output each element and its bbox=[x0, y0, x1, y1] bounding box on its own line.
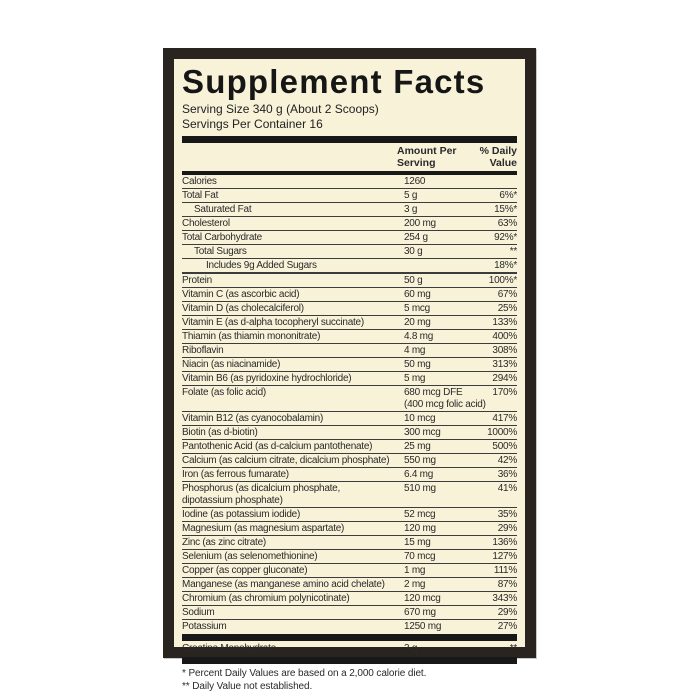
nutrient-name: Zinc (as zinc citrate) bbox=[182, 536, 266, 548]
nutrient-name: Iodine (as potassium iodide) bbox=[182, 508, 301, 520]
nutrient-name: Vitamin B12 (as cyanocobalamin) bbox=[182, 412, 324, 424]
table-row bbox=[182, 549, 517, 563]
daily-value: 111% bbox=[493, 564, 517, 576]
amount-per-serving: 1260 bbox=[404, 175, 426, 187]
daily-value: 29% bbox=[497, 522, 517, 534]
amount-per-serving: 3 g bbox=[404, 642, 418, 654]
table-row bbox=[182, 357, 517, 371]
table-row bbox=[182, 453, 517, 467]
table-row bbox=[182, 301, 517, 315]
nutrient-name: Phosphorus (as dicalcium phosphate, dipotassium phosphate) bbox=[182, 483, 404, 507]
facts-table bbox=[182, 175, 517, 633]
daily-value: 29% bbox=[497, 606, 517, 618]
column-header-row bbox=[182, 143, 517, 171]
creatine-table bbox=[182, 641, 517, 656]
nutrient-name: Chromium (as chromium polynicotinate) bbox=[182, 592, 350, 604]
divider-thick-top bbox=[182, 136, 517, 143]
daily-value: 42% bbox=[497, 454, 517, 466]
amount-per-serving: 50 g bbox=[404, 274, 423, 286]
amount-per-serving: 510 mg bbox=[404, 482, 436, 494]
amount-per-serving: 1 mg bbox=[404, 564, 426, 576]
nutrient-name: Biotin (as d-biotin) bbox=[182, 426, 258, 438]
table-row bbox=[182, 230, 517, 244]
amount-per-serving: 3 g bbox=[404, 203, 418, 215]
daily-value: 313% bbox=[492, 358, 517, 370]
amount-per-serving: 254 g bbox=[404, 231, 428, 243]
column-header-amount: Amount Per Serving bbox=[397, 145, 457, 169]
daily-value: ** bbox=[509, 245, 517, 257]
daily-value: 63% bbox=[497, 217, 517, 229]
table-row bbox=[182, 315, 517, 329]
footnotes bbox=[182, 657, 517, 693]
amount-per-serving: 120 mcg bbox=[404, 592, 441, 604]
daily-value: 35% bbox=[497, 508, 517, 520]
nutrient-name: Vitamin B6 (as pyridoxine hydrochloride) bbox=[182, 372, 352, 384]
daily-value: 417% bbox=[492, 412, 517, 424]
amount-per-serving: 20 mg bbox=[404, 316, 431, 328]
nutrient-name: Total Sugars bbox=[194, 245, 247, 257]
amount-per-serving: 5 mg bbox=[404, 372, 426, 384]
daily-value: ** bbox=[509, 642, 517, 654]
nutrient-name: Potassium bbox=[182, 620, 227, 632]
daily-value: 6%* bbox=[499, 189, 517, 201]
nutrient-name: Manganese (as manganese amino acid chelate) bbox=[182, 578, 385, 590]
nutrient-name: Total Fat bbox=[182, 189, 219, 201]
nutrient-name: Saturated Fat bbox=[194, 203, 252, 215]
table-row bbox=[182, 287, 517, 301]
amount-line2: (400 mcg folic acid) bbox=[404, 398, 486, 410]
table-row bbox=[182, 188, 517, 202]
daily-value: 136% bbox=[492, 536, 517, 548]
daily-value: 308% bbox=[492, 344, 517, 356]
amount-per-serving: 120 mg bbox=[404, 522, 436, 534]
daily-value: 1000% bbox=[487, 426, 517, 438]
nutrient-name: Calories bbox=[182, 175, 217, 187]
amount-per-serving: 10 mcg bbox=[404, 412, 436, 424]
daily-value: 67% bbox=[497, 288, 517, 300]
amount-per-serving: 30 g bbox=[404, 245, 423, 257]
nutrient-name: Vitamin D (as cholecalciferol) bbox=[182, 302, 304, 314]
table-row bbox=[182, 202, 517, 216]
nutrient-name: Niacin (as niacinamide) bbox=[182, 358, 281, 370]
table-row bbox=[182, 258, 517, 272]
nutrient-name: Sodium bbox=[182, 606, 215, 618]
table-row bbox=[182, 371, 517, 385]
amount-per-serving: 2 mg bbox=[404, 578, 426, 590]
daily-value: 500% bbox=[492, 440, 517, 452]
daily-value: 41% bbox=[497, 482, 517, 494]
table-row bbox=[182, 619, 517, 633]
daily-value: 343% bbox=[492, 592, 517, 604]
table-row bbox=[182, 272, 517, 287]
daily-value: 27% bbox=[497, 620, 517, 632]
divider-thick-creatine bbox=[182, 634, 517, 641]
supplement-facts-label bbox=[174, 59, 525, 693]
nutrient-name: Thiamin (as thiamin mononitrate) bbox=[182, 330, 321, 342]
amount-per-serving: 4.8 mg bbox=[404, 330, 434, 342]
nutrient-name: Vitamin C (as ascorbic acid) bbox=[182, 288, 300, 300]
daily-value: 100%* bbox=[488, 274, 517, 286]
nutrient-name-line2: dipotassium phosphate) bbox=[182, 494, 283, 506]
serving-size: Serving Size 340 g (About 2 Scoops) bbox=[182, 102, 379, 117]
table-row bbox=[182, 175, 517, 188]
table-row bbox=[182, 641, 517, 656]
nutrient-name: Protein bbox=[182, 274, 212, 286]
table-row bbox=[182, 467, 517, 481]
nutrient-name: Includes 9g Added Sugars bbox=[206, 259, 317, 271]
footnote-not-established: ** Daily Value not established. bbox=[182, 681, 313, 693]
nutrient-name: Calcium (as calcium citrate, dicalcium phosphate) bbox=[182, 454, 390, 466]
amount-per-serving: 5 g bbox=[404, 189, 418, 201]
daily-value: 15%* bbox=[494, 203, 517, 215]
nutrient-name: Selenium (as selenomethionine) bbox=[182, 550, 318, 562]
table-row bbox=[182, 425, 517, 439]
nutrient-name: Vitamin E (as d-alpha tocopheryl succinate) bbox=[182, 316, 364, 328]
footnote-daily-values: * Percent Daily Values are based on a 2,000 calorie diet. bbox=[182, 668, 427, 680]
table-row bbox=[182, 385, 517, 411]
nutrient-name: Riboflavin bbox=[182, 344, 224, 356]
daily-value: 133% bbox=[492, 316, 517, 328]
daily-value: 400% bbox=[492, 330, 517, 342]
amount-per-serving: 300 mcg bbox=[404, 426, 441, 438]
table-row bbox=[182, 411, 517, 425]
amount-per-serving: 4 mg bbox=[404, 344, 426, 356]
amount-per-serving: 670 mg bbox=[404, 606, 436, 618]
daily-value: 25% bbox=[497, 302, 517, 314]
nutrient-name: Copper (as copper gluconate) bbox=[182, 564, 308, 576]
amount-per-serving: 70 mcg bbox=[404, 550, 436, 562]
amount-per-serving: 6.4 mg bbox=[404, 468, 434, 480]
table-row bbox=[182, 507, 517, 521]
table-row bbox=[182, 605, 517, 619]
amount-per-serving: 5 mcg bbox=[404, 302, 430, 314]
nutrient-name: Iron (as ferrous fumarate) bbox=[182, 468, 289, 480]
nutrient-name: Creatine Monohydrate bbox=[182, 642, 276, 654]
daily-value: 294% bbox=[492, 372, 517, 384]
amount-per-serving: 1250 mg bbox=[404, 620, 442, 632]
daily-value: 92%* bbox=[494, 231, 517, 243]
amount-per-serving: 50 mg bbox=[404, 358, 431, 370]
amount-per-serving: 200 mg bbox=[404, 217, 436, 229]
amount-per-serving: 680 mcg DFE (400 mcg folic acid) bbox=[404, 386, 486, 410]
table-row bbox=[182, 591, 517, 605]
amount-per-serving: 52 mcg bbox=[404, 508, 436, 520]
supplement-label-panel bbox=[163, 48, 536, 693]
table-row bbox=[182, 563, 517, 577]
table-row bbox=[182, 535, 517, 549]
table-row bbox=[182, 329, 517, 343]
table-row bbox=[182, 521, 517, 535]
amount-per-serving: 550 mg bbox=[404, 454, 436, 466]
nutrient-name: Folate (as folic acid) bbox=[182, 386, 266, 398]
table-row bbox=[182, 343, 517, 357]
nutrient-name: Magnesium (as magnesium aspartate) bbox=[182, 522, 345, 534]
table-row bbox=[182, 244, 517, 258]
nutrient-name: Pantothenic Acid (as d-calcium pantothenate) bbox=[182, 440, 373, 452]
table-row bbox=[182, 439, 517, 453]
servings-per-container: Servings Per Container 16 bbox=[182, 116, 323, 131]
amount-per-serving: 60 mg bbox=[404, 288, 431, 300]
daily-value: 127% bbox=[492, 550, 517, 562]
table-row bbox=[182, 577, 517, 591]
table-row bbox=[182, 481, 517, 507]
nutrient-name: Total Carbohydrate bbox=[182, 231, 262, 243]
column-header-daily-value: % Daily Value bbox=[479, 145, 517, 169]
daily-value: 87% bbox=[497, 578, 517, 590]
page-title: Supplement Facts bbox=[182, 63, 486, 100]
daily-value: 170% bbox=[492, 386, 517, 398]
daily-value: 18%* bbox=[494, 259, 517, 271]
daily-value: 36% bbox=[497, 468, 517, 480]
amount-per-serving: 25 mg bbox=[404, 440, 431, 452]
amount-per-serving: 15 mg bbox=[404, 536, 431, 548]
table-row bbox=[182, 216, 517, 230]
nutrient-name: Cholesterol bbox=[182, 217, 230, 229]
